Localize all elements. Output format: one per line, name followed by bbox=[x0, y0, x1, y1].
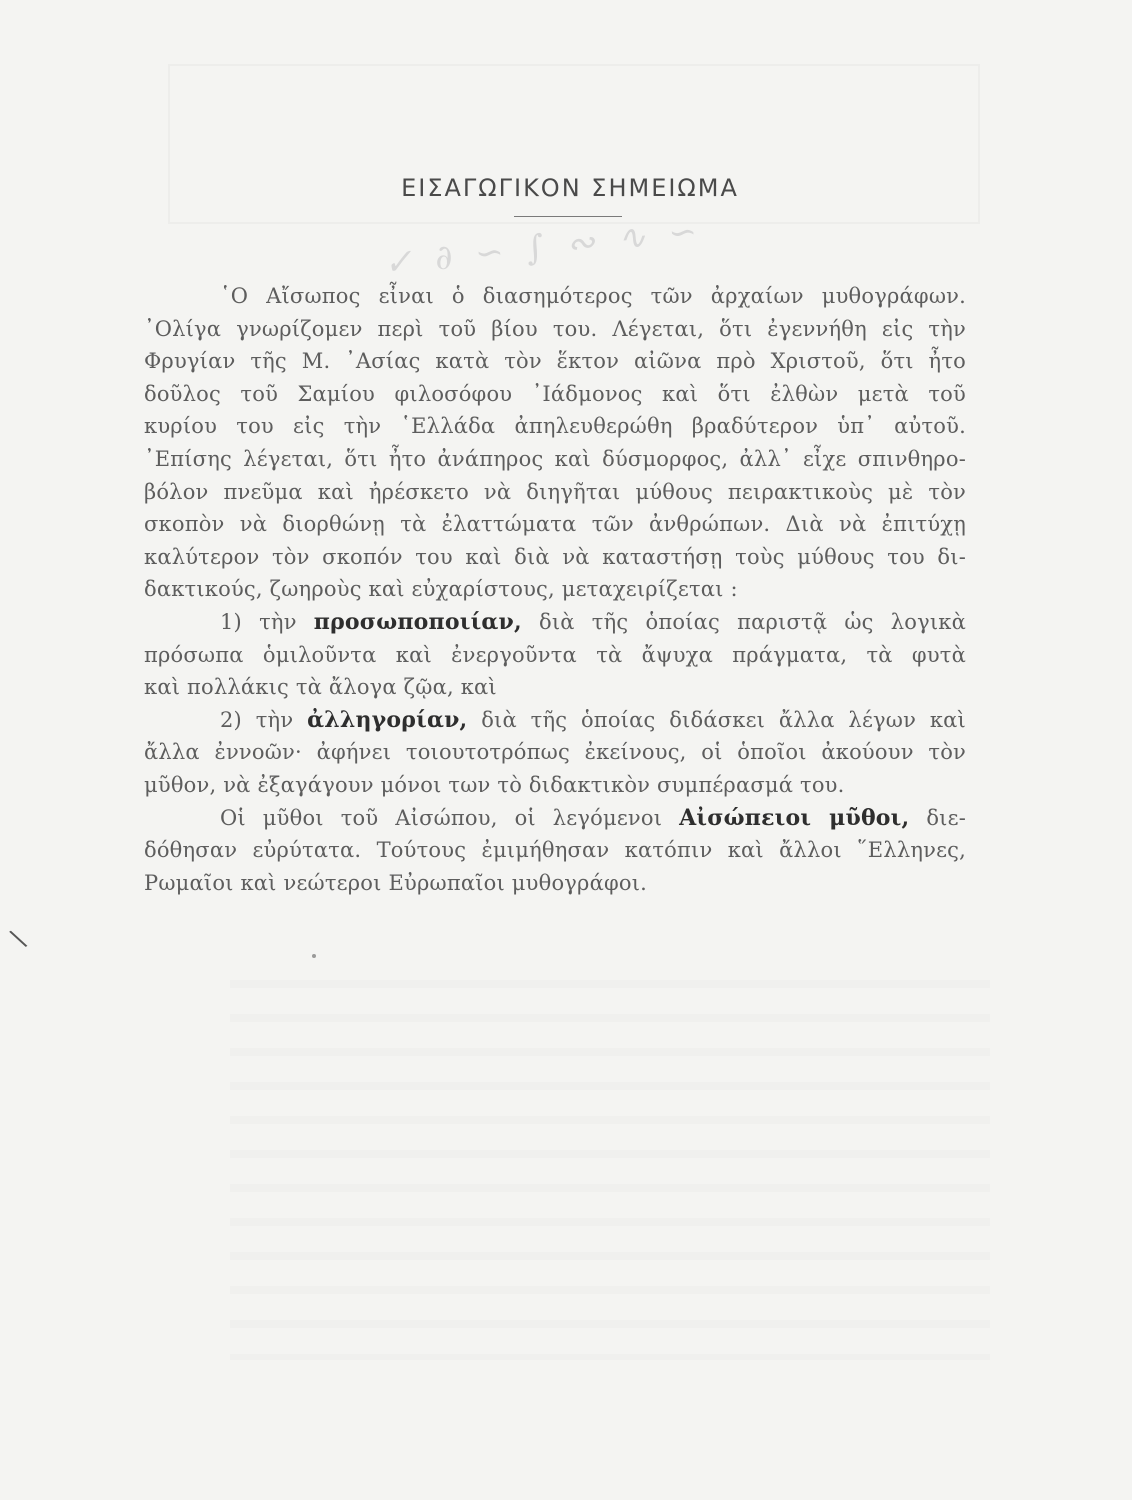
text-line: ῾Ο Αἴσωπος εἶναι ὁ διασημότερος τῶν ἀρχαίων μυθογράφων. bbox=[220, 284, 966, 308]
text-line: δακτικούς, ζωηροὺς καὶ εὐχαρίστους, μεταχειρίζεται : bbox=[144, 577, 738, 602]
text-line bbox=[144, 802, 966, 835]
text-run: 1) τὴν bbox=[220, 609, 314, 634]
bold-term-prosopopoiia: προσωποποιίαν, bbox=[313, 608, 522, 635]
text-line bbox=[144, 704, 966, 737]
text-line: καλύτερον τὸν σκοπόν του καὶ διὰ νὰ καταστήσῃ τοὺς μύθους του δι- bbox=[144, 544, 966, 569]
text-line: πρόσωπα ὁμιλοῦντα καὶ ἐνεργοῦντα τὰ ἄψυχα πράγματα, τὰ φυτὰ bbox=[144, 642, 966, 667]
text-line: μῦθον, νὰ ἐξαγάγουν μόνοι των τὸ διδακτικὸν συμπέρασμά του. bbox=[144, 772, 845, 797]
text-line: δοῦλος τοῦ Σαμίου φιλοσόφου ᾿Ιάδμονος καὶ ὅτι ἐλθὼν μετὰ τοῦ bbox=[144, 381, 966, 406]
text-line bbox=[144, 606, 966, 639]
text-line: ᾿Επίσης λέγεται, ὅτι ἦτο ἀνάπηρος καὶ δύσμορφος, ἀλλ᾿ εἶχε σπινθηρο- bbox=[144, 446, 966, 471]
text-line: ᾿Ολίγα γνωρίζομεν περὶ τοῦ βίου του. Λέγεται, ὅτι ἐγεννήθη εἰς τὴν bbox=[144, 316, 966, 341]
text-line: ἄλλα ἐννοῶν· ἀφήνει τοιουτοτρόπως ἐκείνους, οἱ ὁποῖοι ἀκούουν τὸν bbox=[144, 740, 966, 765]
text-run: 2) τὴν bbox=[220, 707, 308, 732]
body-text bbox=[144, 280, 966, 899]
text-line: Ρωμαῖοι καὶ νεώτεροι Εὐρωπαῖοι μυθογράφοι. bbox=[144, 870, 648, 895]
text-line: σκοπὸν νὰ διορθώνῃ τὰ ἐλαττώματα τῶν ἀνθρώπων. Διὰ νὰ ἐπιτύχῃ bbox=[144, 512, 966, 537]
faint-handwriting-mark: ✓ ∂ ∽ ∫ ∾ ∿ ∽ bbox=[381, 210, 705, 284]
text-run: Οἱ μῦθοι τοῦ Αἰσώπου, οἱ λεγόμενοι bbox=[220, 805, 680, 830]
bold-term-aisopeioi-mythoi: Αἰσώπειοι μῦθοι, bbox=[679, 804, 910, 831]
text-line: Φρυγίαν τῆς Μ. ᾿Ασίας κατὰ τὸν ἕκτον αἰῶνα πρὸ Χριστοῦ, ὅτι ἦτο bbox=[144, 349, 966, 374]
text-line: βόλον πνεῦμα καὶ ἠρέσκετο νὰ διηγῆται μύθους πειρακτικοὺς μὲ τὸν bbox=[144, 479, 966, 504]
margin-stroke-mark: \ bbox=[7, 923, 30, 955]
text-line: κυρίου του εἰς τὴν ῾Ελλάδα ἀπηλευθερώθη βραδύτερον ὑπ᾿ αὐτοῦ. bbox=[144, 414, 966, 439]
page-title bbox=[112, 174, 1028, 202]
text-line: καὶ πολλάκις τὰ ἄλογα ζῷα, καὶ bbox=[144, 675, 497, 700]
title-rule bbox=[514, 216, 622, 217]
ink-dot bbox=[312, 954, 316, 958]
bold-term-allegoria: ἀλληγορίαν, bbox=[307, 706, 468, 733]
page-title-text: ΕΙΣΑΓΩΓΙΚΟΝ ΣΗΜΕΙΩΜΑ bbox=[401, 174, 739, 202]
text-run: διε- bbox=[909, 805, 966, 830]
text-line: δόθησαν εὐρύτατα. Τούτους ἐμιμήθησαν κατόπιν καὶ ἄλλοι ῞Ελληνες, bbox=[144, 838, 966, 863]
bleed-through-text bbox=[230, 980, 990, 1360]
text-run: διὰ τῆς ὁποίας διδάσκει ἄλλα λέγων καὶ bbox=[467, 707, 966, 732]
text-run: διὰ τῆς ὁποίας παριστᾷ ὡς λογικὰ bbox=[521, 609, 966, 634]
